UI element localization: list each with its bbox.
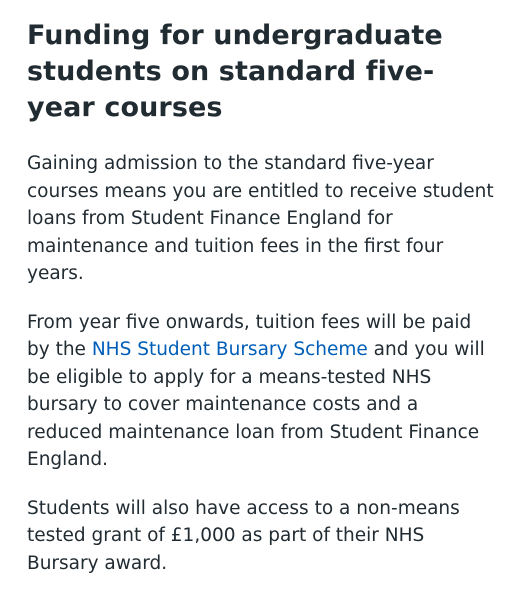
- section-heading: Funding for undergraduate students on standard five-year courses: [27, 20, 443, 123]
- paragraph-year-five-text-before-link: From year five onwards, tuition fees will be paid by the: [27, 311, 472, 360]
- paragraph-bursary-grant: Students will also have access to a non-means tested grant of £1,000 as part of their NHS Bursary award.: [27, 497, 460, 574]
- nhs-student-bursary-scheme-link[interactable]: NHS Student Bursary Scheme: [91, 339, 368, 360]
- paragraph-year-five-funding: [27, 309, 498, 474]
- paragraph-year-five-text-after-link: and you will be eligible to apply for a means-tested NHS bursary to cover maintenance costs and a reduced maintenance loan from Student Finance England.: [27, 339, 485, 470]
- paragraph-student-loans: Gaining admission to the standard five-year courses means you are entitled to receive student loans from Student Finance England for maintenance and tuition fees in the first four years.: [27, 153, 494, 284]
